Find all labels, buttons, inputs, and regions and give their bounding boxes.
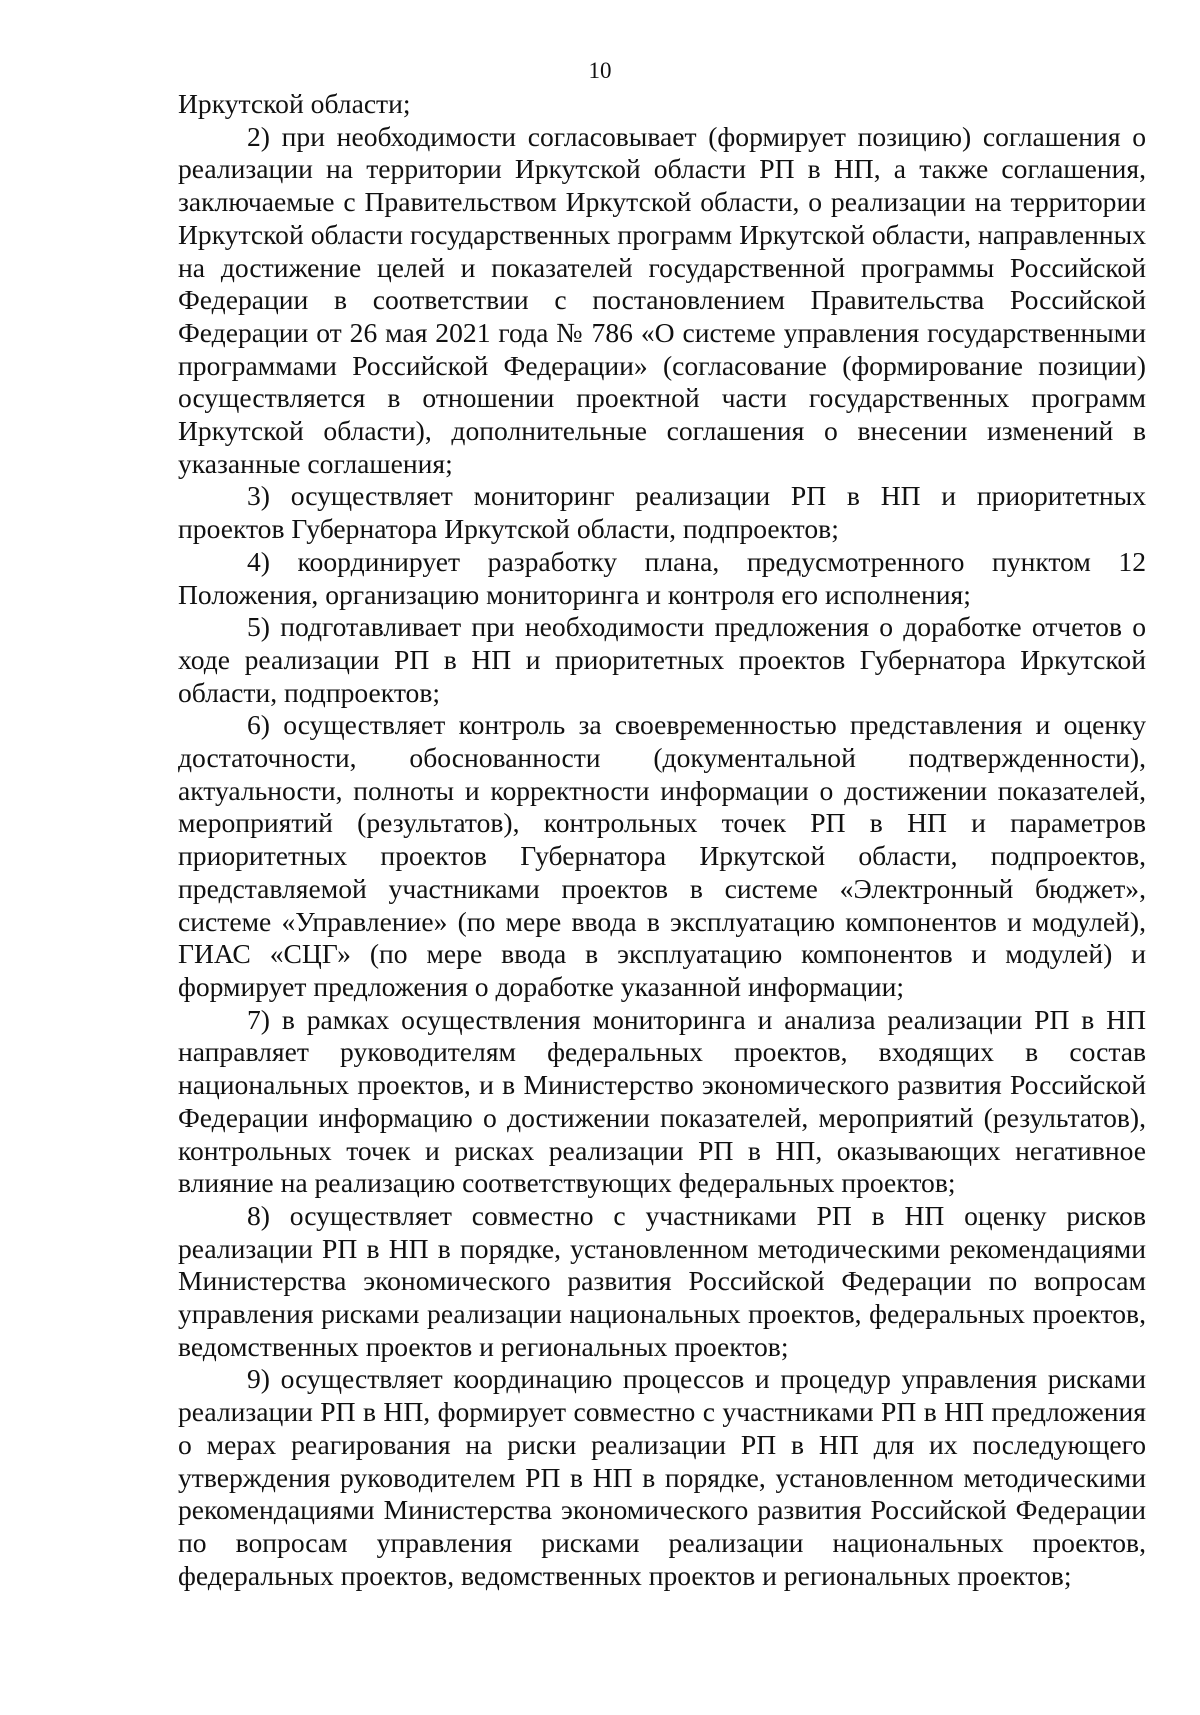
paragraph-item-9: 9) осуществляет координацию процессов и процедур управления рисками реализации РП в НП, формирует совместно с участниками РП в НП предложения о мерах реагирования на риски реализации РП в НП для их последующего утверждения руководителем РП в НП в порядке, установленном методическими рекомендациями Министерства экономического развития Российской Федерации по вопросам управления рисками реализации национальных проектов, федеральных проектов, ведомственных проектов и региональных проектов;: [178, 1363, 1146, 1591]
paragraph-item-4: 4) координирует разработку плана, предусмотренного пунктом 12 Положения, организацию мониторинга и контроля его исполнения;: [178, 545, 1146, 610]
paragraph-item-3: 3) осуществляет мониторинг реализации РП в НП и приоритетных проектов Губернатора Иркутской области, подпроектов;: [178, 480, 1146, 545]
paragraph-item-5: 5) подготавливает при необходимости предложения о доработке отчетов о ходе реализации РП в НП и приоритетных проектов Губернатора Иркутской области, подпроектов;: [178, 611, 1146, 708]
document-body: [178, 88, 1146, 1592]
paragraph-item-7: 7) в рамках осуществления мониторинга и анализа реализации РП в НП направляет руководителям федеральных проектов, входящих в состав национальных проектов, и в Министерство экономического развития Российской Федерации информацию о достижении показателей, мероприятий (результатов), контрольных точек и рисках реализации РП в НП, оказывающих негативное влияние на реализацию соответствующих федеральных проектов;: [178, 1003, 1146, 1199]
page-number: 10: [588, 58, 612, 83]
paragraph-item-2: 2) при необходимости согласовывает (формирует позицию) соглашения о реализации на территории Иркутской области РП в НП, а также соглашения, заключаемые с Правительством Иркутской области, о реализации на территории Иркутской области государственных программ Иркутской области, направленных на достижение целей и показателей государственной программы Российской Федерации в соответствии с постановлением Правительства Российской Федерации от 26 мая 2021 года № 786 «О системе управления государственными программами Российской Федерации» (согласование (формирование позиции) осуществляется в отношении проектной части государственных программ Иркутской области), дополнительные соглашения о внесении изменений в указанные соглашения;: [178, 120, 1146, 479]
paragraph-item-6: 6) осуществляет контроль за своевременностью представления и оценку достаточности, обоснованности (документальной подтвержденности), актуальности, полноты и корректности информации о достижении показателей, мероприятий (результатов), контрольных точек РП в НП и параметров приоритетных проектов Губернатора Иркутской области, подпроектов, представляемой участниками проектов в системе «Электронный бюджет», системе «Управление» (по мере ввода в эксплуатацию компонентов и модулей), ГИАС «СЦГ» (по мере ввода в эксплуатацию компонентов и модулей) и формирует предложения о доработке указанной информации;: [178, 709, 1146, 1002]
paragraph-item-8: 8) осуществляет совместно с участниками РП в НП оценку рисков реализации РП в НП в порядке, установленном методическими рекомендациями Министерства экономического развития Российской Федерации по вопросам управления рисками реализации национальных проектов, федеральных проектов, ведомственных проектов и региональных проектов;: [178, 1199, 1146, 1362]
paragraph-continuation: Иркутской области;: [178, 88, 411, 119]
